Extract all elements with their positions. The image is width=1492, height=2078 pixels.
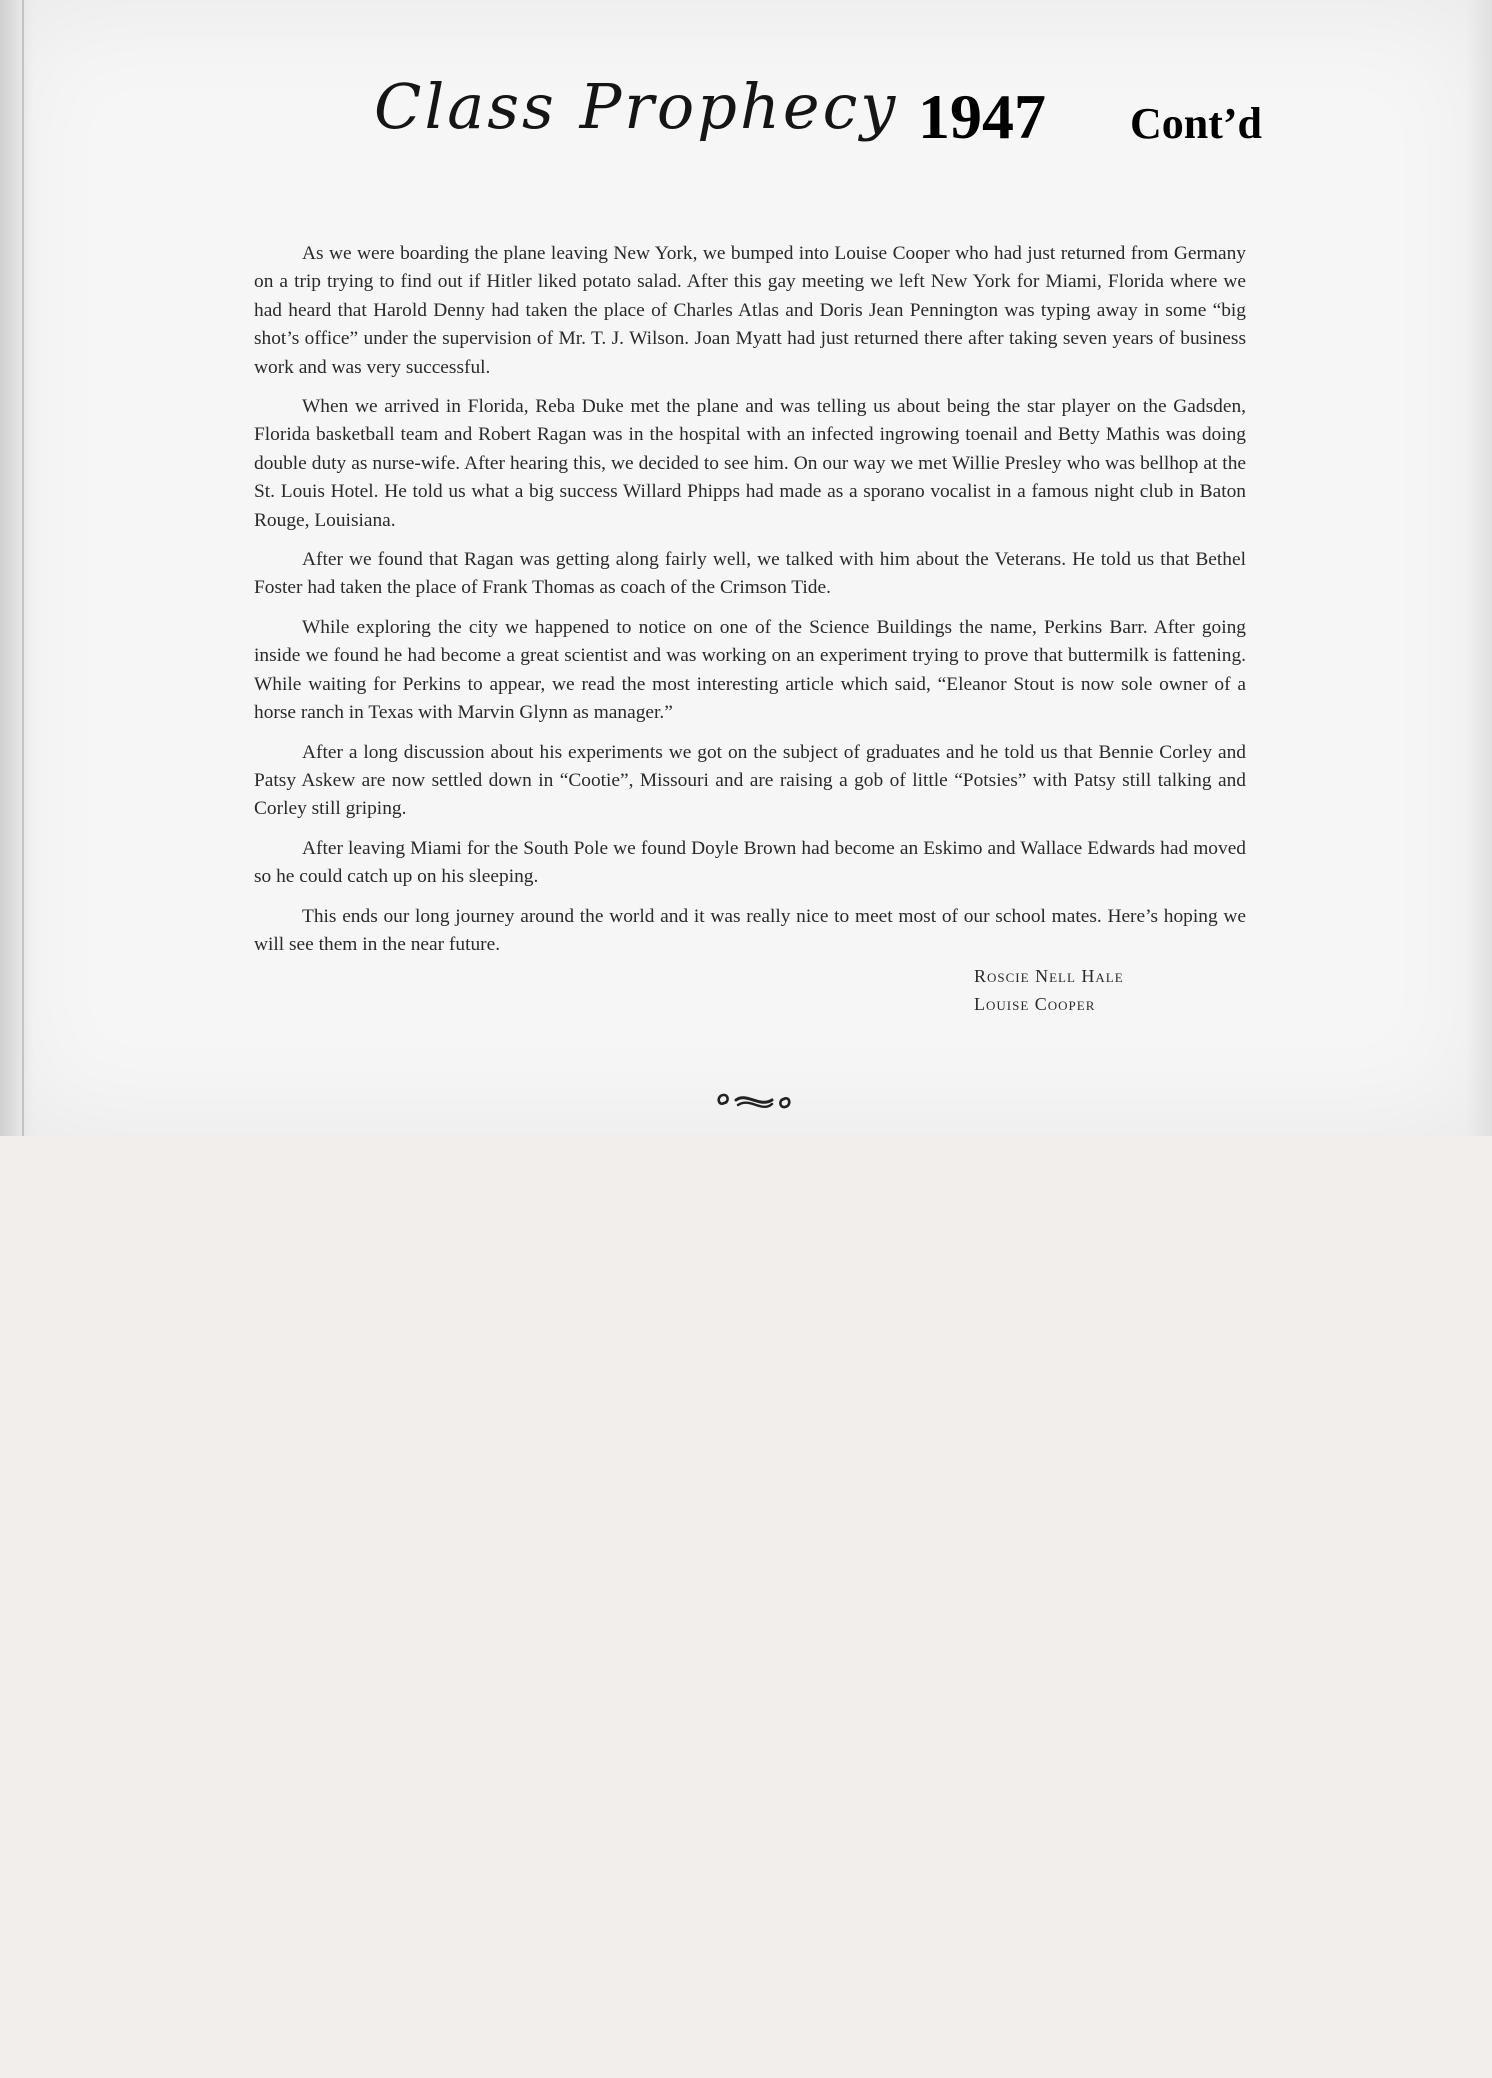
paragraph-3: After we found that Ragan was getting along fairly well, we talked with him about the Veterans. He told us that Bethel Foster had taken the place of Frank Thomas as coach of the Crimson Tide. [254,549,1246,599]
paragraph-7: This ends our long journey around the world and it was really nice to meet most of our school mates. Here’s hoping we will see them in the near future. [254,905,1246,955]
signature-block [974,962,1124,1018]
ornamental-flourish-icon [712,1086,796,1116]
prophecy-text [254,240,1246,970]
class-year: 1947 [918,81,1046,152]
signature-name-2: Louise Cooper [974,994,1096,1014]
signature-name-1: Roscie Nell Hale [974,966,1124,986]
page-binding-line [22,0,24,1136]
page-title: Class Prophecy [374,70,899,143]
paragraph-6: After leaving Miami for the South Pole we found Doyle Brown had become an Eskimo and Wallace Edwards had moved so he could catch up on his sleeping. [254,837,1246,888]
page-header [0,62,1492,162]
page-left-edge-shadow [0,0,34,1136]
paragraph-4: While exploring the city we happened to notice on one of the Science Buildings the name, Perkins Barr. After going inside we found he had become a great scientist and was working on an experiment trying to prove that buttermilk is fattening. While waiting for Perkins to appear, we read the most interesting article which said, “Eleanor Stout is now sole owner of a horse ranch in Texas with Marvin Glynn as manager.” [254,616,1246,724]
paragraph-1: As we were boarding the plane leaving New York, we bumped into Louise Cooper who had just returned from Germany on a trip trying to find out if Hitler liked potato salad. After this gay meeting we left New York for Miami, Florida where we had heard that Harold Denny had taken the place of Charles Atlas and Doris Jean Pennington was typing away in some “big shot’s office” under the supervision of Mr. T. J. Wilson. Joan Myatt had just returned there after taking seven years of business work and was very successful. [254,243,1246,378]
page-right-edge-shadow [1466,0,1492,1136]
continued-label: Cont’d [1130,99,1263,148]
paragraph-5: After a long discussion about his experiments we got on the subject of graduates and he told us that Bennie Corley and Patsy Askew are now settled down in “Cootie”, Missouri and are raising a gob of little “Potsies” with Patsy still talking and Corley still griping. [254,741,1246,820]
paragraph-2: When we arrived in Florida, Reba Duke met the plane and was telling us about being the star player on the Gadsden, Florida basketball team and Robert Ragan was in the hospital with an infected ingrowing toenail and Betty Mathis was doing double duty as nurse-wife. After hearing this, we decided to see him. On our way we met Willie Presley who was bellhop at the St. Louis Hotel. He told us what a big success Willard Phipps had made as a sporano vocalist in a famous night club in Baton Rouge, Louisiana. [254,396,1246,531]
